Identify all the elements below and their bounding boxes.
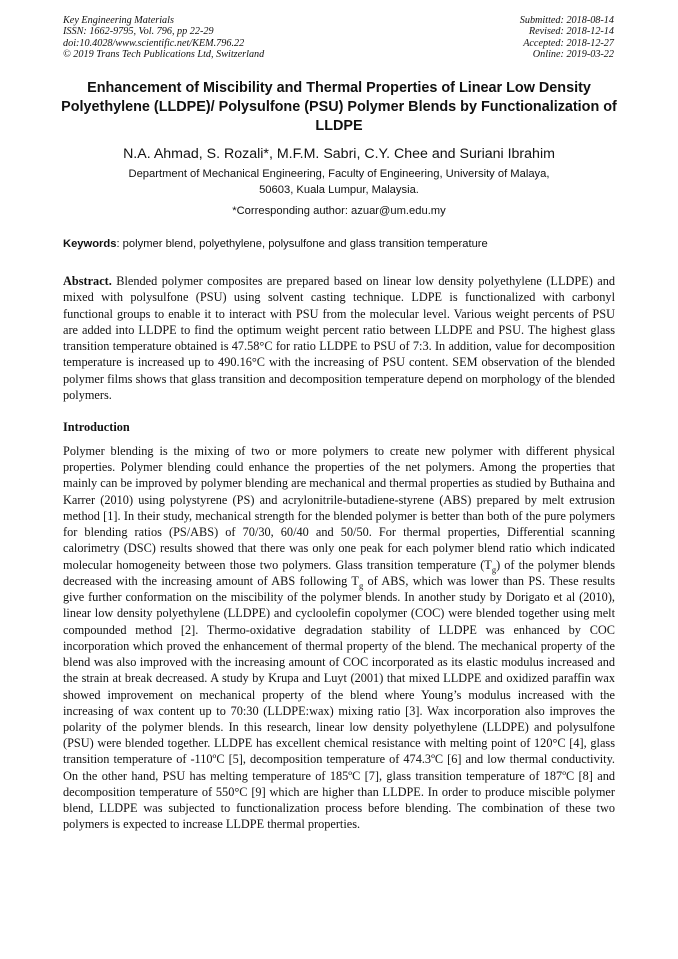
issn-volume: ISSN: 1662-9795, Vol. 796, pp 22-29 — [63, 26, 214, 38]
abstract — [63, 273, 615, 403]
affiliation — [80, 167, 598, 198]
online-date: Online: 2019-03-22 — [532, 48, 614, 60]
intro-text-part-2: ) of the polymer blends decreased with the increasing amount of ABS following T — [63, 557, 616, 588]
affiliation-line-1: Department of Mechanical Engineering, Faculty of Engineering, University of Malaya, — [128, 168, 550, 180]
accepted-date: Accepted: 2018-12-27 — [523, 37, 614, 49]
author-list: N.A. Ahmad, S. Rozali*, M.F.M. Sabri, C.Y. Chee and Suriani Ibrahim — [123, 146, 555, 162]
revised-date: Revised: 2018-12-14 — [528, 26, 614, 38]
abstract-label: Abstract. — [63, 274, 112, 288]
keywords-label: Keywords — [63, 238, 117, 250]
abstract-text: Blended polymer composites are prepared based on linear low density polyethylene (LLDPE) and mixed with polysulfone (PSU) using solvent casting technique. LDPE is functionalized with carbonyl functional groups to enable it to interact with PSU from the molecular level. Various weight percents of PSU are added into LLDPE to find the optimum weight percent ratio between LLDPE and PSU. The highest glass transition temperature obtained is 47.58°C for ratio LLDPE to PSU of 7:3. In addition, value for decomposition temperature is increased up to 490.16°C with the increasing of PSU content. SEM observation of the blended polymer films shows that glass transition and decomposition temperature depend on morphology of the blended polymers. — [63, 274, 615, 403]
corresponding-email-link[interactable]: azuar@um.edu.my — [351, 205, 446, 217]
section-heading-introduction: Introduction — [63, 420, 130, 434]
introduction-paragraph — [63, 443, 615, 833]
doi: doi:10.4028/www.scientific.net/KEM.796.22 — [63, 37, 245, 49]
journal-header-left — [63, 15, 264, 60]
intro-text-part-3: of ABS, which was lower than PS. These results give further conformation on the miscibility of the polymer blends. In another study by Dorigato et al (2010), linear low density polyethylene (LLDPE) and cycloolefin copolymer (COC) were blended together using melt compounded method [2]. Thermo-oxidative degradation stability of LLDPE was enhanced by COC incorporation which proved the enhancement of thermal property of the blend. The mechanical property of the blend was also improved with the increasing amount of COC incorporated as its elastic modulus increased and the strain at break decreased. A study by Krupa and Luyt (2001) that mixed LLDPE and oxidized paraffin wax showed improvement on mechanical property of the blend where Young’s modulus increased with the increasing of wax content up to 70:30 (LLDPE:wax) mixing ratio [3]. Wax incorporation also improves the polarity of the polymer blends. In this research, linear low density polyethylene (LLDPE) and polysulfone (PSU) were blended together. LLDPE has excellent chemical resistance with melting point of 120°C [4], glass transition temperature of -110ºC [5], decomposition temperature of 474.3ºC [6] and low thermal conductivity. On the other hand, PSU has melting temperature of 185ºC [7], glass transition temperature of 187ºC [8] and decomposition temperature of 550°C [9] which are higher than LLDPE. In order to produce miscible polymer blend, LLDPE was subjected to functionalization process before blending. The combination of these two polymers is expected to increase LLDPE thermal properties. — [63, 573, 615, 832]
intro-text-part-1: Polymer blending is the mixing of two or more polymers to create new polymer with different physical properties. Polymer blending could enhance the properties of the net polymers. Among the properties that mainly can be improved by polymer blending are mechanical and thermal properties as studied by Buthaina and Karrer (2010) using polystyrene (PS) and acrylonitrile-butadiene-styrene (ABS) prepared by melt extrusion method [1]. In their study, mechanical strength for the blended polymer is better than both of the pure polymers for blending ratios (PS/ABS) of 70/30, 60/40 and 50/50. For thermal properties, Differential scanning calorimetry (DSC) results showed that there was only one peak for each polymer blend ratio which indicated molecular homogeneity between those two polymers. Glass transition temperature (T — [63, 444, 615, 572]
corresponding-label: *Corresponding author: — [232, 205, 352, 217]
keywords-list: : polymer blend, polyethylene, polysulfone and glass transition temperature — [116, 238, 488, 250]
affiliation-line-2: 50603, Kuala Lumpur, Malaysia. — [259, 183, 419, 196]
subscript-g: g — [491, 564, 497, 575]
keywords-line — [63, 237, 615, 252]
corresponding-author — [80, 204, 598, 219]
journal-name: Key Engineering Materials — [63, 15, 174, 26]
journal-header-right — [520, 15, 614, 60]
submitted-date: Submitted: 2018-08-14 — [519, 15, 614, 26]
copyright: © 2019 Trans Tech Publications Ltd, Switzerland — [63, 48, 265, 60]
paper-title: Enhancement of Miscibility and Thermal Properties of Linear Low Density Polyethylene (LLDPE)/ Polysulfone (PSU) Polymer Blends by Functionalization of LLDPE — [61, 80, 617, 134]
subscript-g: g — [358, 580, 364, 591]
